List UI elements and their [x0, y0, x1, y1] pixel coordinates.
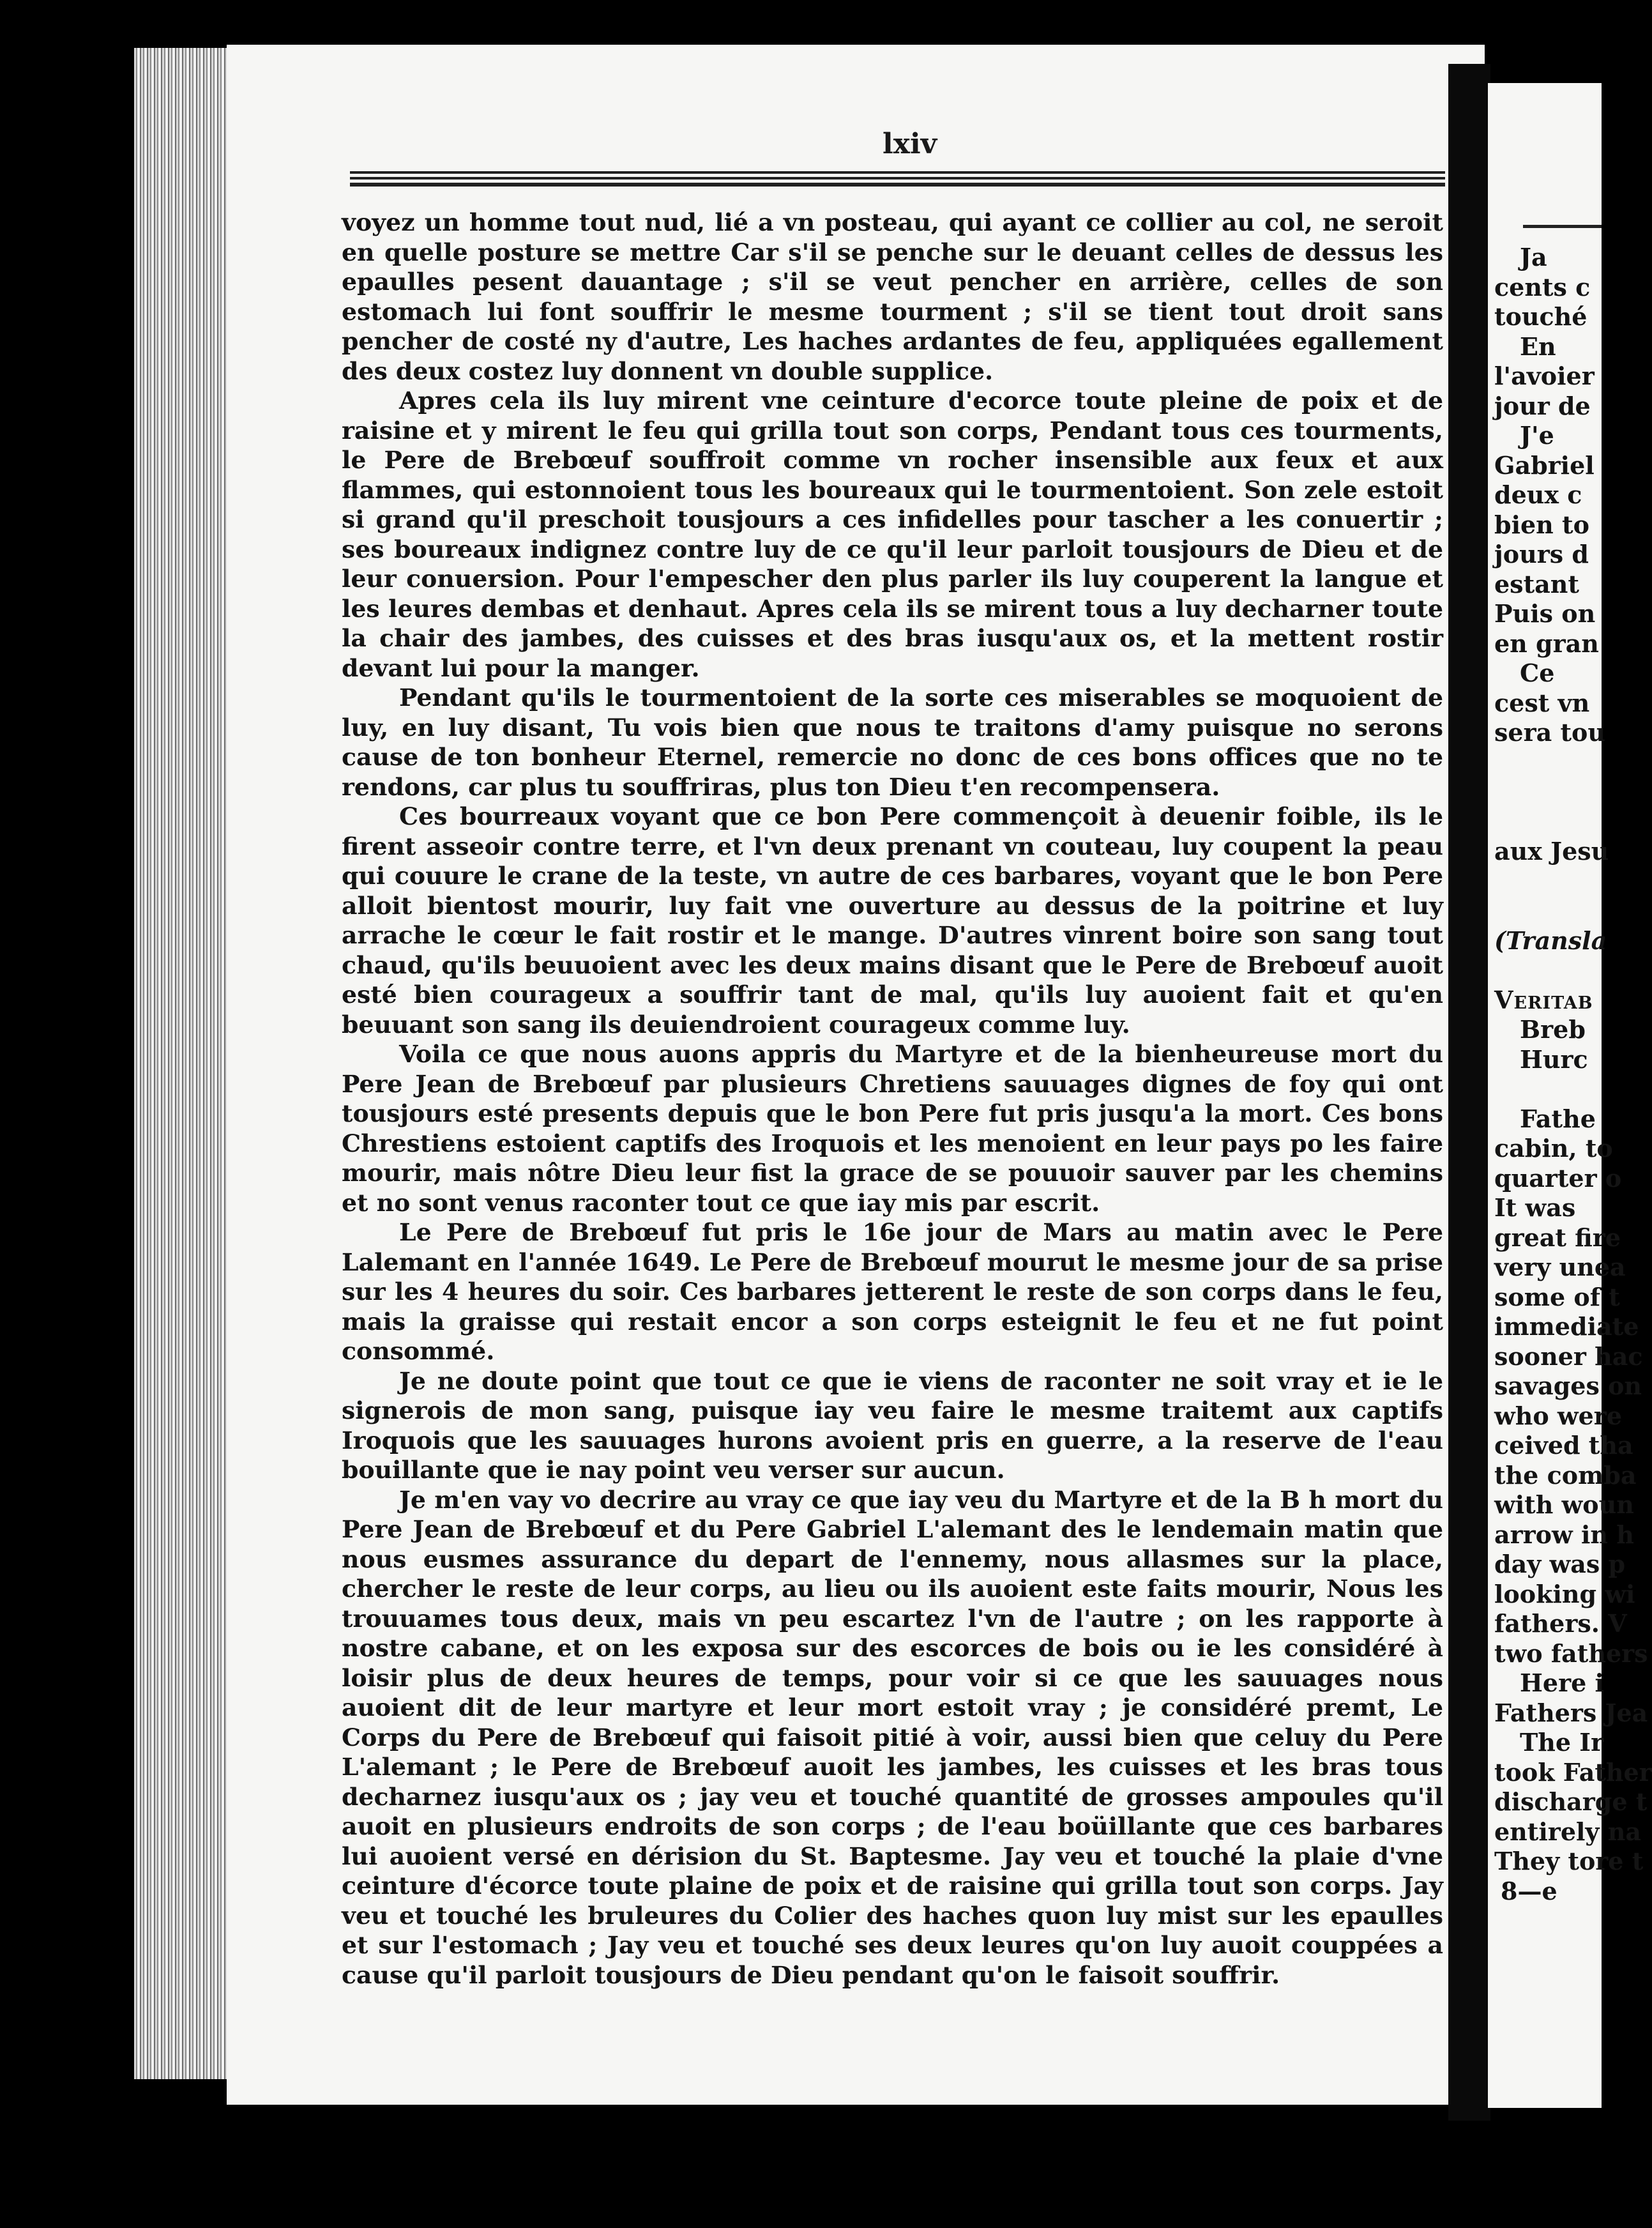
text-line: very unea [1494, 1253, 1626, 1281]
paragraph: Apres cela ils luy mirent vne ceinture d'ecorce toute pleine de poix et de raisine et y mirent le feu qui grilla tout son corps, Pendant tous ces tourments, le Pere de Brebœuf souffroit comme vn rocher insensible aux feux et aux flammes, qui estonnoient tous les boureaux qui le tourmentoient. Son zele estoit si grand qu'il preschoit tousjours a ces infidelles pour tascher a les conuertir ; ses boureaux indignez contre luy de ce qu'il leur parloit tousjours de Dieu et de leur conuersion. Pour l'empescher den plus parler ils luy couperent la langue et les leures dembas et denhaut. Apres cela ils se mirent tous a luy decharner toute la chair des jambes, des cuisses et des bras iusqu'aux os, et la mettent rostir devant lui pour la manger. [342, 386, 1443, 682]
text-line: arrow in h [1494, 1520, 1634, 1549]
text-line: cents c [1494, 272, 1591, 301]
text-line [1494, 1074, 1602, 1104]
text-line: It was [1494, 1193, 1576, 1222]
text-line: En [1520, 332, 1556, 361]
text-line [1494, 748, 1602, 778]
paragraph: Voila ce que nous auons appris du Martyre et de la bienheureuse mort du Pere Jean de Brebœuf par plusieurs Chretiens sauuages dignes de foy qui ont tousjours esté presents depuis que le bon Pere fut pris jusqu'a la mort. Ces bons Chrestiens estoient captifs des Iroquois et les menoient en leur pays po les faire mourir, mais nôtre Dieu leur fist la grace de se pouuoir sauver par les chemins et no sont venus raconter tout ce que iay mis par escrit. [342, 1040, 1443, 1217]
text-line [1494, 777, 1602, 807]
text-line: quarter o [1494, 1163, 1622, 1193]
page-edges [134, 48, 230, 2079]
paragraph: Je ne doute point que tout ce que ie viens de raconter ne soit vray et ie le signerois de mon sang, puisque iay veu faire le mesme traitemt aux captifs Iroquois que les sauuages hurons avoient pris en guerre, a la reserve de l'eau bouillante que ie nay point veu verser sur aucun. [342, 1366, 1443, 1484]
text-line: Ce [1520, 659, 1555, 687]
text-line: sera tou [1494, 718, 1605, 747]
text-line: some of t [1494, 1282, 1620, 1311]
text-line: bien to [1494, 510, 1589, 539]
text-line: Fathers Jea [1494, 1698, 1648, 1727]
text-line: l'avoier [1494, 362, 1595, 390]
paragraph: Je m'en vay vo decrire au vray ce que iay veu du Martyre et de la B h mort du Pere Jean de Brebœuf et du Pere Gabriel L'alemant des le lendemain matin que nous eusmes assurance du depart de l'ennemy, nous allasmes sur la place, chercher le reste de leur corps, au lieu ou ils auoient este faits mourir, Nous les trouuames tous deux, mais vn peu escartez l'vn de l'autre ; on les rapporte à nostre cabane, et on les exposa sur des escorces de bois ou ie les considéré à loisir plus de deux heures de temps, pour voir si ce que les sauuages nous auoient dit de leur martyre et leur mort estoit vray ; je considéré premt, Le Corps du Pere de Brebœuf qui faisoit pitié à voir, aussi bien que celuy du Pere L'alemant ; le Pere de Brebœuf auoit les jambes, les cuisses et les bras tous decharnez iusqu'aux os ; jay veu et touché quantité de grosses ampoules qu'il auoit en plusieurs endroits de son corps ; de l'eau boüillante que ces barbares lui auoient versé en dérision du St. Baptesme. Jay veu et touché la plaie d'vne ceinture d'écorce toute plaine de poix et de raisine qui grilla tout son corps. Jay veu et touché les bruleures du Colier des haches quon luy mist sur les epaulles et sur l'estomach ; Jay veu et touché ses deux leures qu'on luy auoit couppées a cause qu'il parloit tousjours de Dieu pendant qu'on le faisoit souffrir. [342, 1485, 1443, 1989]
right-page-text [1494, 243, 1652, 1906]
text-line [1494, 956, 1602, 986]
text-line: who were [1494, 1401, 1623, 1430]
text-line: sooner hac [1494, 1341, 1643, 1371]
text-line: Gabriel [1494, 450, 1595, 480]
text-line: savages on [1494, 1371, 1642, 1400]
paragraph: Pendant qu'ils le tourmentoient de la sorte ces miserables se moquoient de luy, en luy disant, Tu vois bien que nous te traitons d'amy puisque no serons cause de ton bonheur Eternel, remercie no donc de ces bons offices que no te rendons, car plus tu souffriras, plus ton Dieu t'en recompensera. [342, 683, 1443, 801]
text-line: fathers. V [1494, 1609, 1627, 1638]
paragraph: Le Pere de Brebœuf fut pris le 16e jour de Mars au matin avec le Pere Lalemant en l'année 1649. Le Pere de Brebœuf mourut le mesme jour de sa prise sur les 4 heures du soir. Ces barbares jetterent le reste de son corps dans le feu, mais la graisse qui restait encor a son corps esteignit le feu et ne fut point consommé. [342, 1218, 1443, 1365]
text-line: estant [1494, 569, 1579, 599]
body-text [342, 208, 1443, 1990]
text-line: deux c [1494, 480, 1582, 509]
text-line: Breb [1520, 1015, 1586, 1044]
text-line: day was p [1494, 1550, 1626, 1578]
text-line: cest vn [1494, 688, 1590, 717]
signature-mark: 8—e [1501, 1876, 1557, 1905]
text-line: Puis on [1494, 599, 1596, 628]
text-line: with woun [1494, 1490, 1634, 1519]
right-page-rule [1523, 225, 1602, 228]
text-line [1494, 896, 1602, 926]
text-line: Hurc [1520, 1044, 1588, 1074]
text-line: the comba [1494, 1460, 1637, 1490]
text-line: The Ir [1520, 1728, 1604, 1757]
text-line: two fathers [1494, 1638, 1648, 1668]
text-line: jour de [1494, 391, 1591, 420]
text-line: aux Jesu [1494, 837, 1609, 866]
text-line: cabin, to [1494, 1134, 1613, 1163]
text-line: looking wi [1494, 1579, 1635, 1608]
text-line [1494, 807, 1602, 837]
header-rule-thick [350, 183, 1445, 187]
text-line: They tore t [1494, 1847, 1644, 1875]
text-line: immediate [1494, 1312, 1639, 1341]
text-line: took Father [1494, 1757, 1652, 1787]
paragraph: Ces bourreaux voyant que ce bon Pere commençoit à deuenir foible, ils le firent asseoir contre terre, et l'vn deux prenant vn couteau, luy coupent la peau qui couure le crane de la teste, vn autre de ces barbares, voyant que le bon Pere alloit bientost mourir, luy fait vne ouverture au dessus de la poitrine et luy arrache le cœur le fait rostir et le mange. D'autres vinrent boire son sang tout chaud, qu'ils beuuoient avec les deux mains disant que le Pere de Brebœuf auoit esté bien courageux a souffrir tant de mal, qu'ils luy auoient fait et qu'en beuuant son sang ils deuiendroient courageux comme luy. [342, 802, 1443, 1039]
text-line: Veritab [1494, 985, 1593, 1014]
text-line [1494, 867, 1602, 897]
header-rule [350, 171, 1445, 174]
text-line: jours d [1494, 540, 1589, 568]
text-line: en gran [1494, 629, 1599, 658]
text-line: discharge t [1494, 1787, 1648, 1816]
text-line: entirely na [1494, 1817, 1641, 1846]
text-line: Ja [1520, 243, 1547, 271]
page-number: lxiv [883, 128, 937, 160]
text-line: ceived tha [1494, 1431, 1633, 1460]
text-line: (Transla [1494, 926, 1607, 955]
text-line: touché [1494, 302, 1588, 331]
text-line: Here i [1520, 1668, 1604, 1697]
text-line: Fathe [1520, 1104, 1596, 1133]
text-line: great fire [1494, 1223, 1621, 1252]
book-gutter [1448, 64, 1490, 2121]
paragraph: voyez un homme tout nud, lié a vn posteau, qui ayant ce collier au col, ne seroit en quelle posture se mettre Car s'il se penche sur le deuant celles de dessus les epaulles pesent dauantage ; s'il se veut pencher en arrière, celles de son estomach lui font souffrir le mesme tourment ; s'il se tient tout droit sans pencher de costé ny d'autre, Les haches ardantes de feu, appliquées egallement des deux costez luy donnent vn double supplice. [342, 208, 1443, 385]
text-line: J'e [1520, 421, 1554, 450]
